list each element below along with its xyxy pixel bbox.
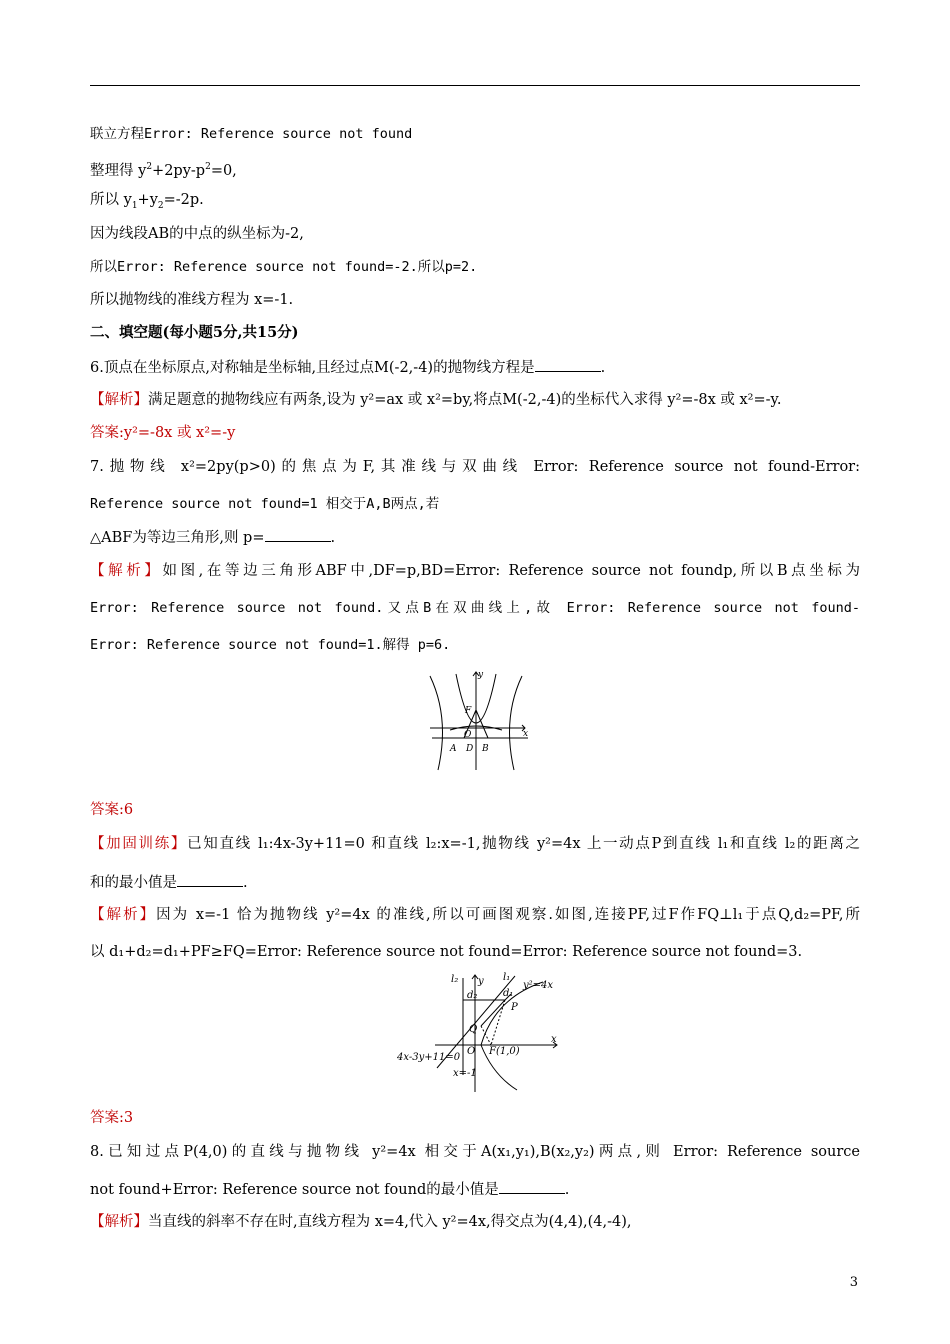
question-8: 8.已知过点P(4,0)的直线与抛物线 y²=4x 相交于A(x₁,y₁),B(x₂,y₂)两点,则 Error: Reference source xyxy=(90,1144,860,1160)
solution-7: Error: Reference source not found=1.解得 p=6. xyxy=(90,637,451,653)
fig-label: l₂ xyxy=(451,974,459,985)
fig-label: x xyxy=(523,729,529,739)
header-rule xyxy=(90,85,860,86)
extra-solution: 以 d₁+d₂=d₁+PF≥FQ=Error: Reference source not found=Error: Reference source not found=3. xyxy=(90,944,803,960)
fig-label: y xyxy=(478,976,484,987)
answer-blank xyxy=(177,872,243,887)
solution-8: 【解析】当直线的斜率不存在时,直线方程为 x=4,代入 y²=4x,得交点为(4,4),(4,-4), xyxy=(90,1214,632,1230)
solution-tag: 【解析】 xyxy=(90,563,163,579)
hyperbola-parabola-figure xyxy=(420,668,532,774)
solution-7: Error: Reference source not found.又点B在双曲线上,故 Error: Reference source not found- xyxy=(90,600,860,616)
practice-tag: 【加固训练】 xyxy=(90,836,188,852)
fig-label: Q xyxy=(469,1024,478,1035)
fig-label: d₁ xyxy=(503,988,514,999)
extra-practice: 和的最小值是 . xyxy=(90,872,860,893)
fig-label: d₂ xyxy=(467,990,478,1001)
parabola-distance-figure xyxy=(395,970,565,1095)
solution-tag: 【解析】 xyxy=(90,907,157,923)
text-line: 联立方程Error: Reference source not found xyxy=(90,126,413,142)
text-line: 所以抛物线的准线方程为 x=-1. xyxy=(90,292,294,308)
answer-7: 答案:6 xyxy=(90,802,134,818)
fig-label: F(1,0) xyxy=(489,1046,520,1057)
solution-7: 【解析】如图,在等边三角形ABF中,DF=p,BD=Error: Reference source not foundp,所以B点坐标为 xyxy=(90,563,861,579)
solution-tag: 【解析】 xyxy=(90,1214,148,1230)
fig-label: x xyxy=(551,1034,557,1045)
solution-tag: 【解析】 xyxy=(90,392,148,408)
question-8: not found+Error: Reference source not found的最小值是 . xyxy=(90,1179,860,1200)
fig-label: 4x-3y+11=0 xyxy=(397,1052,461,1063)
fig-label: B xyxy=(482,744,489,754)
text-line: 所以Error: Reference source not found=-2.所以p=2. xyxy=(90,259,478,275)
solution-6: 【解析】满足题意的抛物线应有两条,设为 y²=ax 或 x²=by,将点M(-2,-4)的坐标代入求得 y²=-8x 或 x²=-y. xyxy=(90,392,782,408)
fig-label: O xyxy=(464,730,472,740)
fig-label: x=-1 xyxy=(453,1068,477,1079)
answer-blank xyxy=(265,527,331,542)
question-7: △ABF为等边三角形,则 p= . xyxy=(90,527,860,548)
fig-label: A xyxy=(450,744,457,754)
fig-label: P xyxy=(511,1002,518,1013)
extra-practice: 【加固训练】已知直线 l₁:4x-3y+11=0 和直线 l₂:x=-1,抛物线 y²=4x 上一动点P到直线 l₁和直线 l₂的距离之 xyxy=(90,836,860,852)
question-6: 6.顶点在坐标原点,对称轴是坐标轴,且经过点M(-2,-4)的抛物线方程是 . xyxy=(90,357,860,378)
text-line: 所以 $y_1+y_2=-2p$. xyxy=(90,192,204,211)
question-7: Reference source not found=1 相交于A,B两点,若 xyxy=(90,496,440,512)
fig-label: y²=4x xyxy=(523,980,554,991)
answer-6: 答案:y²=-8x 或 x²=-y xyxy=(90,425,236,441)
answer-blank xyxy=(535,357,601,372)
answer-extra: 答案:3 xyxy=(90,1110,134,1126)
page-number: 3 xyxy=(849,1275,858,1290)
section-heading: 二、填空题(每小题5分,共15分) xyxy=(90,324,299,341)
fig-label: O xyxy=(467,1046,476,1057)
fig-label: F xyxy=(465,706,472,716)
question-7: 7.抛物线 x²=2py(p>0)的焦点为F,其准线与双曲线 Error: Reference source not found-Error: xyxy=(90,459,860,475)
text-line: 整理得 $y^2+2py-p^2=0$, xyxy=(90,162,237,179)
text-line: 因为线段AB的中点的纵坐标为-2, xyxy=(90,226,304,242)
fig-label: D xyxy=(466,744,474,754)
fig-label: y xyxy=(478,670,484,680)
extra-solution: 【解析】因为 x=-1 恰为抛物线 y²=4x 的准线,所以可画图观察.如图,连接PF,过F作FQ⊥l₁于点Q,d₂=PF,所 xyxy=(90,907,860,923)
answer-blank xyxy=(499,1179,565,1194)
fig-label: l₁ xyxy=(503,972,511,983)
